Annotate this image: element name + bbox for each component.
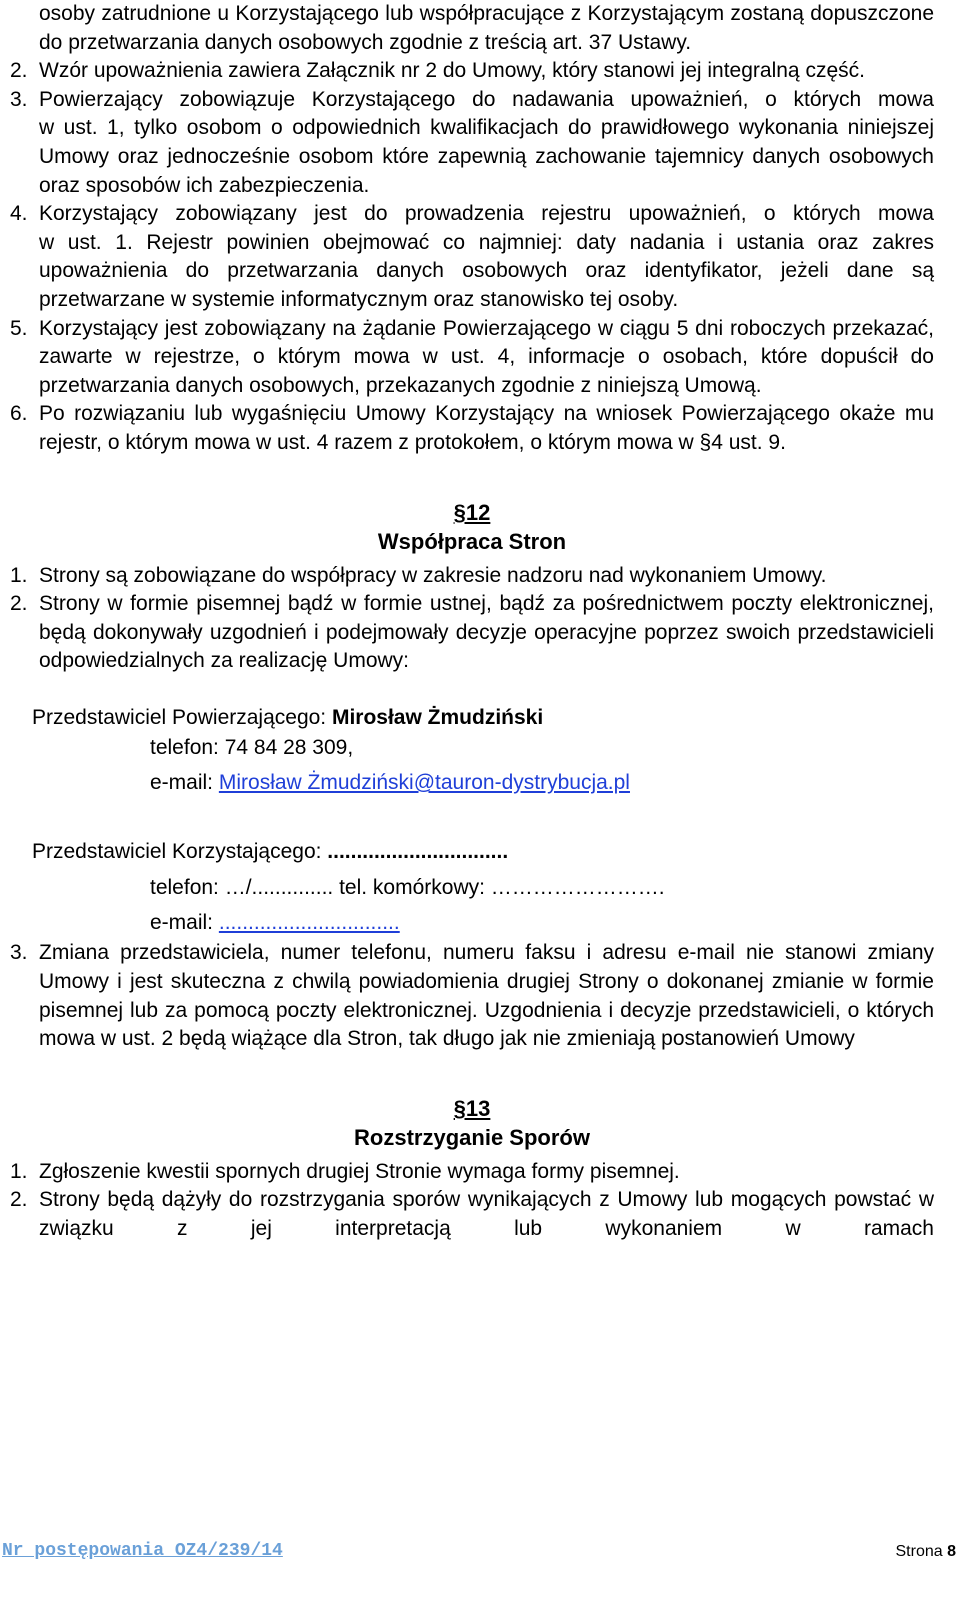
list-number: 1. [10,1159,28,1183]
list-text: Powierzający zobowiązuje Korzystającego do nadawania upoważnień, o których mowa [39,87,934,111]
list-item [10,400,934,457]
rep-phone: telefon: …/.............. tel. komórkowy: ……………………. [150,876,665,900]
list-text: Korzystający zobowiązany jest do prowadzenia rejestru upoważnień, o których mowa [39,202,934,226]
intro-paragraph: osoby zatrudnione u Korzystającego lub współpracujące z Korzystającym zostaną dopuszczone do przetwarzania danych osobowych zgodnie z treścią art. 37 Ustawy. [39,2,934,54]
list-text: Strony są zobowiązane do współpracy w zakresie nadzoru nad wykonaniem Umowy. [39,563,827,587]
document-content [10,0,934,1244]
email-label: e-mail: [150,910,219,934]
section-title: Rozstrzyganie Sporów [354,1124,590,1150]
rep-label: Przedstawiciel Korzystającego: [32,839,328,863]
representative-block [10,704,934,798]
section-number: §12 [453,499,491,525]
list-text: w ust. 1, tylko osobom o odpowiednich kwalifikacjach do prawidłowego wykonania niniejszej Umowy oraz jednocześnie osobom które zapewnią zachowanie tajemnicy danych osobowych oraz sposobów ich zabezpieczenia. [39,116,934,197]
list-number: 5. [10,316,28,340]
rep-phone: telefon: 74 84 28 309, [150,736,354,760]
list-number: 2. [10,59,28,83]
email-label: e-mail: [150,771,219,795]
list-text: Strony będą dążyły do rozstrzygania sporów wynikających z Umowy lub mogących powstać w związku z jej interpretacją lub wykonaniem w ramach [39,1188,934,1240]
list-text: Strony w formie pisemnej bądź w formie ustnej, bądź za pośrednictwem poczty elektronicznej, będą dokonywały uzgodnień i podejmowały decyzje operacyjne poprzez swoich przedstawicieli odpowiedzialnych za realizację Umowy: [39,592,934,673]
email-link[interactable]: Mirosław Żmudziński@tauron-dystrybucja.pl [218,771,630,795]
list-item [10,590,934,676]
rep-name: Mirosław Żmudziński [331,705,544,729]
section-title: Współpraca Stron [377,528,567,554]
list-number: 2. [10,592,28,616]
list-text: Zmiana przedstawiciela, numer telefonu, numeru faksu i adresu e-mail nie stanowi zmiany Umowy i jest skuteczna z chwilą powiadomienia drugiej Strony o dokonanej zmianie w formie pisemnej lub za pomocą poczty elektronicznej. Uzgodnienia i decyzje przedstawicieli, o których mowa w ust. 2 będą wiążące dla Stron, tak długo jak nie zmieniają postanowień Umowy [39,941,934,1051]
list-item [10,1158,934,1187]
rep-name: ............................... [327,839,509,863]
list-text: Korzystający jest zobowiązany na żądanie Powierzającego w ciągu 5 dni roboczych przekazać, zawarte w rejestrze, o którym mowa w ust. 4, informacje o osobach, które dopuścił do przetwarzania danych osobowych, przekazanych zgodnie z niniejszą Umową. [39,316,934,397]
list-text: Wzór upoważnienia zawiera Załącznik nr 2 do Umowy, który stanowi jej integralną część. [39,59,865,83]
list-number: 3. [10,87,28,111]
list-item [10,57,934,86]
section-number: §13 [453,1095,491,1121]
list-item [10,315,934,401]
list-item [10,939,934,1053]
list-text: Zgłoszenie kwestii spornych drugiej Stronie wymaga formy pisemnej. [39,1159,680,1183]
list-item [10,86,934,200]
list-number: 1. [10,563,28,587]
list-number: 2. [10,1188,28,1212]
page-number: Strona 8 [895,1543,956,1560]
representative-block [10,838,934,938]
email-link[interactable]: ............................... [218,910,400,934]
list-number: 4. [10,202,28,226]
list-text: w ust. 1. Rejestr powinien obejmować co najmniej: daty nadania i ustania oraz zakres upoważnienia do przetwarzania danych osobowych oraz identyfikator, jeżeli dane są przetwarzane w systemie informatycznym oraz stanowisko tej osoby. [39,230,934,311]
procedure-number: Nr postępowania OZ4/239/14 [2,1541,283,1561]
list-item [10,200,934,314]
list-item [10,1186,934,1243]
spacer [10,458,934,498]
list-number: 3. [10,941,28,965]
list-item [10,562,934,591]
rep-label: Przedstawiciel Powierzającego: [32,705,332,729]
list-text: Po rozwiązaniu lub wygaśnięciu Umowy Korzystający na wniosek Powierzającego okaże mu rejestr, o którym mowa w ust. 4 razem z protokołem, o którym mowa w §4 ust. 9. [39,402,934,454]
list-number: 6. [10,402,28,426]
